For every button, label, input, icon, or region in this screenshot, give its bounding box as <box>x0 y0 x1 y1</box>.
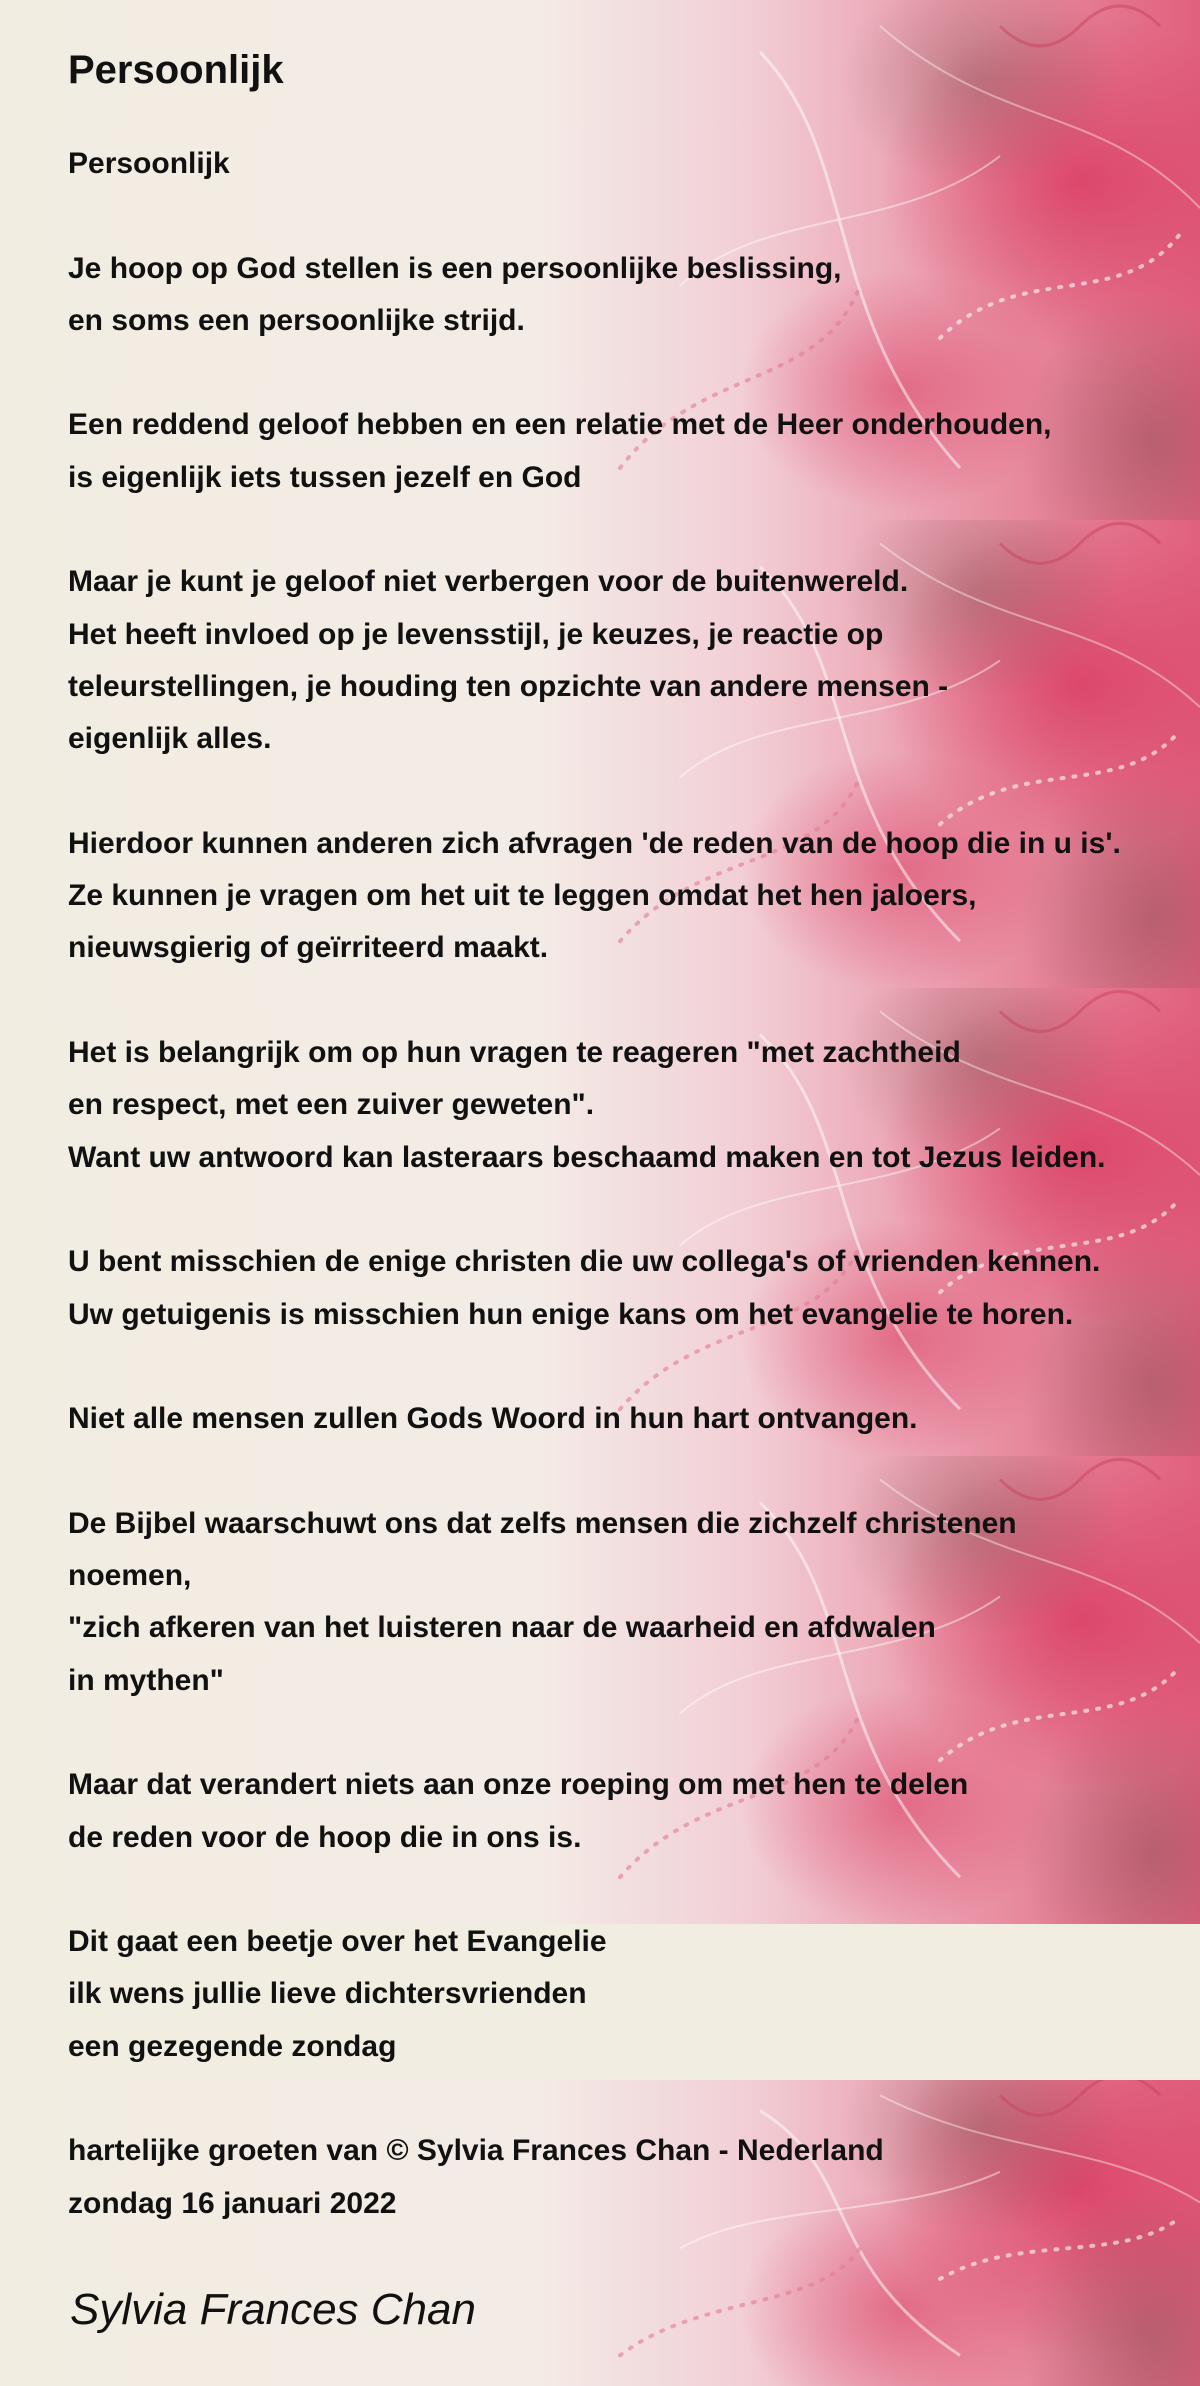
poem-line: ilk wens jullie lieve dichtersvrienden <box>68 1977 587 2011</box>
blank-line <box>68 347 1200 399</box>
poem-body <box>68 138 1200 2230</box>
blank-line <box>68 504 1200 556</box>
poem-line: Want uw antwoord kan lasteraars beschaamd maken en tot Jezus leiden. <box>68 1140 1106 1174</box>
poem-line: Een reddend geloof hebben en een relatie met de Heer onderhouden, <box>68 408 1052 442</box>
blank-line <box>68 975 1200 1027</box>
blank-line <box>68 1184 1200 1236</box>
poem-line: Je hoop op God stellen is een persoonlijke beslissing, <box>68 251 842 285</box>
poem-line: teleurstellingen, je houding ten opzichte van andere mensen - <box>68 669 949 703</box>
poem-line: en respect, met een zuiver geweten". <box>68 1088 595 1122</box>
poem-line: is eigenlijk iets tussen jezelf en God <box>68 460 582 494</box>
poem-line: "zich afkeren van het luisteren naar de waarheid en afdwalen <box>68 1611 936 1645</box>
poem-line: Het is belangrijk om op hun vragen te reageren "met zachtheid <box>68 1036 961 1070</box>
poem-line: nieuwsgierig of geïrriteerd maakt. <box>68 931 549 965</box>
blank-line <box>68 1707 1200 1759</box>
author-signature: Sylvia Frances Chan <box>70 2285 476 2334</box>
blank-line <box>68 2073 1200 2125</box>
poem-line: noemen, <box>68 1559 192 1593</box>
blank-line <box>68 1341 1200 1393</box>
poem-line: eigenlijk alles. <box>68 722 272 756</box>
poem-line: Persoonlijk <box>68 147 230 180</box>
poem-line: Het heeft invloed op je levensstijl, je keuzes, je reactie op <box>68 617 884 651</box>
poem-line: U bent misschien de enige christen die uw collega's of vrienden kennen. <box>68 1245 1101 1279</box>
poem-line: De Bijbel waarschuwt ons dat zelfs mensen die zichzelf christenen <box>68 1506 1017 1540</box>
poem-line: een gezegende zondag <box>68 2029 397 2063</box>
poem-line: Hierdoor kunnen anderen zich afvragen 'de reden van de hoop die in u is'. <box>68 826 1121 860</box>
blank-line <box>68 190 1200 242</box>
poem-line: Ze kunnen je vragen om het uit te leggen omdat het hen jaloers, <box>68 879 977 913</box>
poem-line: de reden voor de hoop die in ons is. <box>68 1820 582 1854</box>
poem-line: hartelijke groeten van © Sylvia Frances Chan - Nederland <box>68 2134 884 2168</box>
poem-line: Uw getuigenis is misschien hun enige kans om het evangelie te horen. <box>68 1297 1074 1331</box>
page-title: Persoonlijk <box>68 48 284 92</box>
blank-line <box>68 1864 1200 1916</box>
poem-line: Maar dat verandert niets aan onze roeping om met hen te delen <box>68 1768 969 1802</box>
poem-line: en soms een persoonlijke strijd. <box>68 303 525 337</box>
poem-line: zondag 16 januari 2022 <box>68 2186 397 2220</box>
poem-container <box>68 46 1200 2230</box>
poem-line: Niet alle mensen zullen Gods Woord in hun hart ontvangen. <box>68 1402 918 1436</box>
blank-line <box>68 1445 1200 1497</box>
poem-line: Maar je kunt je geloof niet verbergen voor de buitenwereld. <box>68 565 909 599</box>
blank-line <box>68 766 1200 818</box>
poem-line: in mythen" <box>68 1663 224 1697</box>
poem-line: Dit gaat een beetje over het Evangelie <box>68 1925 607 1959</box>
